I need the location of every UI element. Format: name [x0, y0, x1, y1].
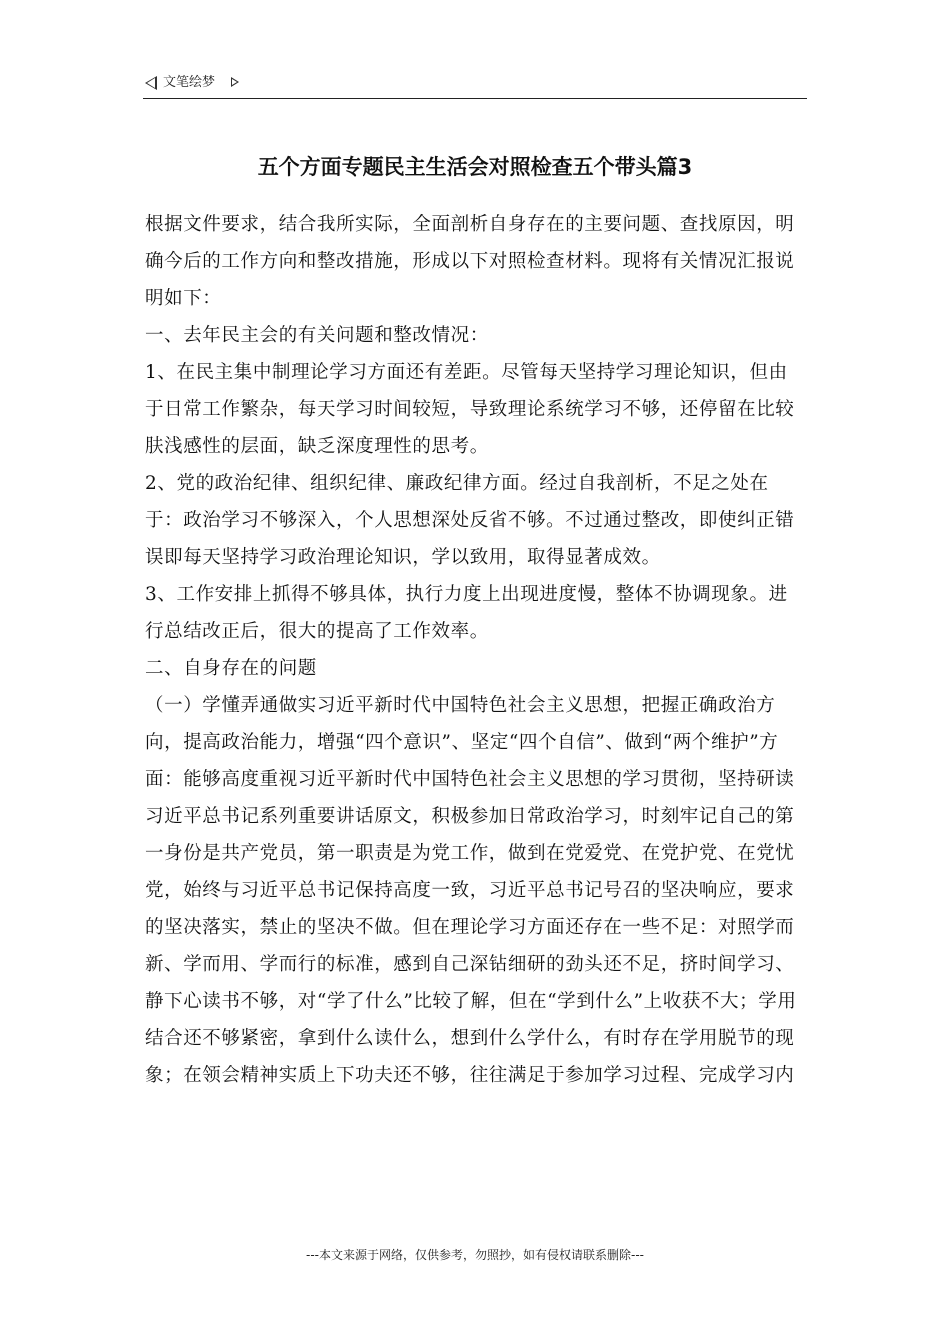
document-title: 五个方面专题民主生活会对照检查五个带头篇3	[257, 155, 693, 179]
paragraph-intro: 根据文件要求，结合我所实际，全面剖析自身存在的主要问题、查找原因，明确今后的工作方向和整改措施，形成以下对照检查材料。现将有关情况汇报说明如下：	[145, 214, 795, 309]
paragraph-item-3: 3、工作安排上抓得不够具体，执行力度上出现进度慢，整体不协调现象。进行总结改正后，很大的提高了工作效率。	[145, 584, 788, 642]
section-heading-2: 二、自身存在的问题	[145, 658, 317, 679]
document-body	[145, 206, 805, 1094]
page-header	[143, 72, 807, 99]
triangle-left-outline-icon	[145, 76, 157, 90]
paragraph-item-2: 2、党的政治纪律、组织纪律、廉政纪律方面。经过自我剖析，不足之处在于：政治学习不够深入，个人思想深处反省不够。不过通过整改，即使纠正错误即每天坚持学习政治理论知识，学以致用，取得显著成效。	[145, 473, 795, 568]
triangle-right-outline-icon	[231, 77, 239, 87]
footer-notice: ---本文来源于网络，仅供参考，勿照抄，如有侵权请联系删除---	[306, 1248, 644, 1262]
paragraph-subsection-1: （一）学懂弄通做实习近平新时代中国特色社会主义思想，把握正确政治方向，提高政治能力，增强“四个意识”、坚定“四个自信”、做到“两个维护”方面：能够高度重视习近平新时代中国特色社会主义思想的学习贯彻，坚持研读习近平总书记系列重要讲话原文，积极参加日常政治学习，时刻牢记自己的第一身份是共产党员，第一职责是为党工作，做到在党爱党、在党护党、在党忧党，始终与习近平总书记保持高度一致，习近平总书记号召的坚决响应，要求的坚决落实，禁止的坚决不做。但在理论学习方面还存在一些不足：对照学而新、学而用、学而行的标准，感到自己深钻细研的劲头还不足，挤时间学习、静下心读书不够，对“学了什么”比较了解，但在“学到什么”上收获不大；学用结合还不够紧密，拿到什么读什么，想到什么学什么，有时存在学用脱节的现象；在领会精神实质上下功夫还不够，往往满足于参加学习过程、完成学习内	[145, 695, 797, 1086]
header-brand: 文笔绘梦	[163, 75, 216, 90]
paragraph-item-1: 1、在民主集中制理论学习方面还有差距。尽管每天坚持学习理论知识，但由于日常工作繁杂，每天学习时间较短，导致理论系统学习不够，还停留在比较肤浅感性的层面，缺乏深度理性的思考。	[145, 362, 795, 457]
section-heading-1: 一、去年民主会的有关问题和整改情况：	[145, 325, 489, 346]
